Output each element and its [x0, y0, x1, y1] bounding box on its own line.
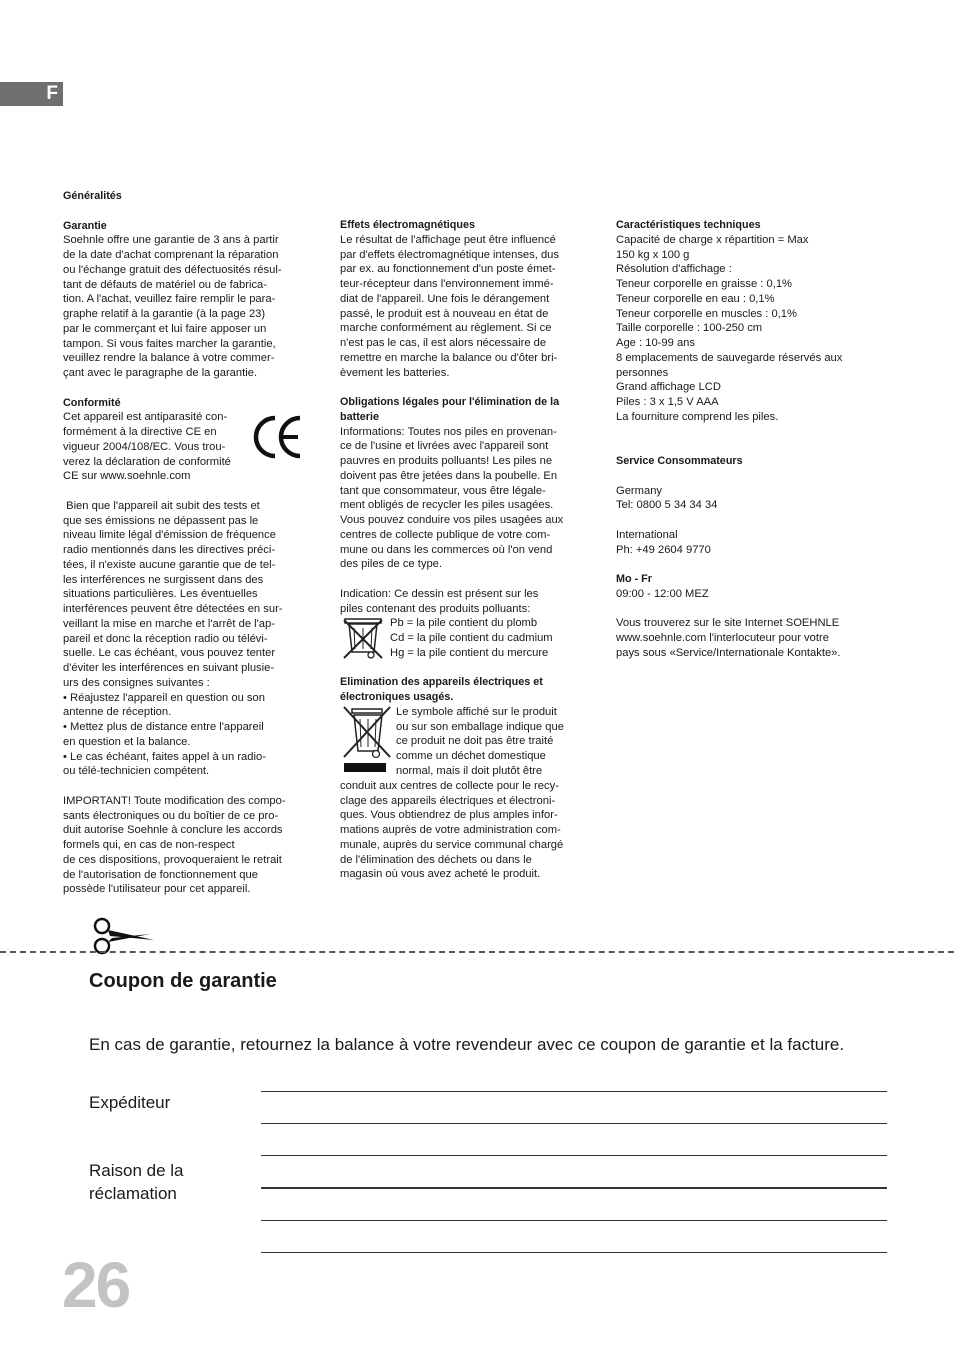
- spec-line: Piles : 3 x 1,5 V AAA: [616, 396, 719, 408]
- text-line: Soehnle offre une garantie de 3 ans à partir: [63, 234, 279, 247]
- heading-conformity: Conformité: [63, 396, 121, 409]
- text-line: antenne de réception.: [63, 706, 172, 719]
- text-line: Informations: Toutes nos piles en provenan-: [340, 425, 557, 438]
- text-line: graphe relatif à la garantie (à la page 23): [63, 308, 266, 320]
- heading-electromagnetic: Effets électromagnétiques: [340, 219, 475, 231]
- heading-customer-service: Service Consommateurs: [616, 455, 743, 467]
- language-tab: [0, 82, 63, 106]
- text-line: tampon. Si vous faites marcher la garantie,: [63, 337, 276, 350]
- sender-line[interactable]: [261, 1123, 887, 1124]
- text-line: par le commerçant et lui faire apposer un: [63, 322, 267, 335]
- text-line: teur-récepteur dans l'environnement immé-: [340, 278, 554, 290]
- text-line: les interférences ne surgissent dans des: [63, 573, 264, 586]
- text-line: Indication: Ce dessin est présent sur les: [340, 587, 539, 600]
- text-line: doivent pas être jetées dans la poubelle. En: [340, 469, 558, 482]
- warranty-text: [63, 233, 313, 381]
- reason-line[interactable]: [261, 1220, 887, 1221]
- conformity-block: [63, 396, 313, 485]
- text-line: tant que consommateur, vous être légale-: [340, 484, 546, 497]
- cut-line: [0, 951, 954, 953]
- text-line: suelle. Le cas échéant, vous pouvez tenter: [63, 647, 276, 660]
- weee-block: [340, 705, 590, 779]
- heading-warranty: Garantie: [63, 219, 107, 232]
- text-line: ou l'échange gratuit des défectuosités résul-: [63, 263, 282, 276]
- text-line: diat de l'appareil. Une fois le dérangement: [340, 292, 550, 305]
- text-line: Bien que l'appareil ait subit des tests et: [63, 499, 260, 512]
- spec-line: Résolution d'affichage :: [616, 263, 732, 276]
- text-line: que ses émissions ne dépassent pas le: [63, 514, 259, 527]
- text-line: munale, auprès du service communal chargé: [340, 838, 564, 851]
- section-heading-general: Généralités: [63, 190, 122, 202]
- text-line: pauvres en produits polluants! Les piles ne: [340, 455, 553, 467]
- bullet-line: • Le cas échéant, faites appel à un radio-: [63, 750, 266, 763]
- reason-label: [89, 1159, 184, 1205]
- reason-label-line: réclamation: [89, 1184, 177, 1203]
- spec-line: 150 kg x 100 g: [616, 248, 690, 261]
- text-line: ques. Vous obtiendrez de plus amples infor-: [340, 809, 558, 822]
- service-phone-international: Ph: +49 2604 9770: [616, 543, 711, 556]
- bullet-line: • Réajustez l'appareil en question ou son: [63, 691, 265, 704]
- coupon-instructions: En cas de garantie, retournez la balance à votre revendeur avec ce coupon de garantie et la facture.: [89, 1035, 845, 1054]
- text-line: passé, le produit est à nouveau en état de: [340, 307, 549, 320]
- weee-side-text: [396, 705, 564, 779]
- service-country-international: International: [616, 528, 678, 541]
- text-line: Cd = la pile contient du cadmium: [390, 632, 553, 644]
- service-phone-germany: Tel: 0800 5 34 34 34: [616, 499, 718, 512]
- text-line: conduit aux centres de collecte pour le recy-: [340, 779, 559, 792]
- text-line: n'est pas le cas, il est alors nécessaire de: [340, 337, 547, 349]
- column-general: [63, 189, 313, 897]
- text-line: situations particulières. Les éventuelles: [63, 588, 258, 601]
- text-line: marche conformément au règlement. Si ce: [340, 322, 552, 335]
- text-line: interférences peuvent être détectées en sur-: [63, 603, 283, 615]
- spec-line: Teneur corporelle en eau : 0,1%: [616, 292, 775, 305]
- text-line: niveau limite légal d'émission de fréquence: [63, 529, 276, 542]
- heading-weee-cont: électroniques usagés.: [340, 691, 454, 703]
- text-line: comme un déchet domestique: [396, 750, 546, 762]
- coupon-title: Coupon de garantie: [89, 970, 277, 992]
- text-line: Vous pouvez conduire vos piles usagées aux: [340, 514, 564, 526]
- text-line: formément à la directive CE en: [63, 426, 217, 438]
- heading-battery-obligations-cont: batterie: [340, 410, 380, 423]
- spec-line: Age : 10-99 ans: [616, 337, 695, 349]
- text-line: ou sur son emballage indique que: [396, 720, 564, 733]
- text-line: Le symbole affiché sur le produit: [396, 705, 557, 718]
- page-number: 26: [62, 1249, 130, 1321]
- important-text: [63, 794, 313, 897]
- text-line: www.soehnle.com l'interlocuteur pour votre: [616, 632, 829, 644]
- battery-symbol-legend: [390, 616, 553, 660]
- text-line: en question et la balance.: [63, 735, 191, 748]
- text-line: possède l'utilisateur pour cet appareil.: [63, 883, 251, 896]
- text-line: veillant la mise en marche et l'arrêt de l'ap-: [63, 617, 275, 630]
- text-line: vigueur 2004/108/EC. Vous trou-: [63, 440, 226, 453]
- text-line: ce de l'usine et livrées avec l'appareil sont: [340, 440, 549, 453]
- text-line: Vous trouverez sur le site Internet SOEHNLE: [616, 617, 840, 630]
- reason-label-line: Raison de la: [89, 1161, 184, 1180]
- website-text: [616, 616, 876, 660]
- text-line: çant avec le paragraphe de la garantie.: [63, 367, 258, 379]
- text-line: normal, mais il doit plutôt être: [396, 764, 543, 777]
- text-line: CE sur www.soehnle.com: [63, 470, 191, 483]
- text-line: formels qui, en cas de non-respect: [63, 839, 235, 851]
- text-line: Hg = la pile contient du mercure: [390, 646, 549, 659]
- spec-line: personnes: [616, 366, 669, 379]
- text-line: clage des appareils électriques et électroni-: [340, 794, 556, 807]
- ce-mark-icon: [251, 414, 303, 460]
- text-line: pareil et donc la réception radio ou télévi-: [63, 632, 268, 645]
- weee-text: [340, 779, 590, 882]
- text-line: veuillez rendre la balance à votre commer-: [63, 352, 275, 365]
- battery-obligations-text: [340, 425, 590, 573]
- scissors-icon: [90, 916, 156, 956]
- text-line: tées, il n'existe aucune garantie que de tel-: [63, 558, 276, 571]
- spec-line: Taille corporelle : 100-250 cm: [616, 322, 763, 335]
- spec-line: Grand affichage LCD: [616, 381, 721, 394]
- text-line: de ces dispositions, provoqueraient le retrait: [63, 853, 282, 866]
- text-line: tant de défauts de matériel ou de fabrica-: [63, 278, 267, 291]
- text-line: mune ou dans les commerces où l'on vend: [340, 543, 553, 556]
- service-country-germany: Germany: [616, 484, 663, 497]
- text-line: sants électroniques ou du boîtier de ce pro-: [63, 809, 279, 822]
- text-line: magasin où vous avez acheté le produit.: [340, 868, 541, 881]
- text-line: verez la déclaration de conformité: [63, 455, 231, 468]
- sender-line[interactable]: [261, 1091, 887, 1092]
- spec-line: 8 emplacements de sauvegarde réservés aux: [616, 351, 843, 364]
- text-line: de l'élimination des déchets ou dans le: [340, 853, 532, 866]
- service-hours: 09:00 - 12:00 MEZ: [616, 587, 709, 600]
- heading-weee: Elimination des appareils électriques et: [340, 676, 543, 689]
- text-line: IMPORTANT! Toute modification des compo-: [63, 794, 286, 807]
- text-line: tion. A l'achat, veuillez faire remplir le para-: [63, 293, 276, 306]
- heading-battery-obligations: Obligations légales pour l'élimination de la: [340, 396, 560, 408]
- text-line: ce produit ne doit pas être traité: [396, 735, 554, 748]
- text-line: piles contenant des produits polluants:: [340, 602, 531, 615]
- crossed-bin-battery-icon: [340, 616, 386, 660]
- text-line: d'éviter les interférences en suivant plusie-: [63, 662, 275, 674]
- spec-line: Capacité de charge x répartition = Max: [616, 233, 809, 246]
- text-line: ou télé-technicien compétent.: [63, 765, 210, 778]
- text-line: èvement les batteries.: [340, 366, 450, 379]
- reason-line[interactable]: [261, 1187, 887, 1189]
- reason-line[interactable]: [261, 1252, 887, 1253]
- text-line: Pb = la pile contient du plomb: [390, 617, 538, 630]
- text-line: Le résultat de l'affichage peut être influencé: [340, 233, 556, 246]
- electromagnetic-text: [340, 233, 590, 381]
- language-tab-label: F: [46, 83, 58, 104]
- heading-technical-specs: Caractéristiques techniques: [616, 219, 761, 231]
- text-line: de l'autorisation de fonctionnement que: [63, 868, 258, 881]
- column-disposal: [340, 218, 590, 882]
- spec-line: La fourniture comprend les piles.: [616, 410, 779, 423]
- battery-symbols-block: [340, 616, 590, 660]
- spec-line: Teneur corporelle en muscles : 0,1%: [616, 307, 797, 320]
- text-line: centres de collecte publique de votre com-: [340, 528, 551, 541]
- technical-specs-list: [616, 233, 876, 425]
- spec-line: Teneur corporelle en graisse : 0,1%: [616, 278, 792, 290]
- text-line: Cet appareil est antiparasité con-: [63, 411, 228, 424]
- text-line: des piles de ce type.: [340, 558, 442, 571]
- weee-crossed-bin-icon: [340, 705, 394, 779]
- heading-service-hours: Mo - Fr: [616, 573, 652, 585]
- text-line: duit autorise Soehnle à conclure les accords: [63, 824, 283, 837]
- text-line: de la date d'achat comprenant la réparation: [63, 249, 279, 261]
- sender-label: Expéditeur: [89, 1093, 171, 1112]
- text-line: mations auprès de votre administration com-: [340, 824, 561, 836]
- text-line: pays sous «Service/Internationale Kontakte».: [616, 646, 841, 659]
- interference-text: [63, 499, 313, 779]
- text-line: par d'effets électromagnétique intenses, dus: [340, 248, 559, 261]
- reason-line[interactable]: [261, 1155, 887, 1156]
- text-line: remettre en marche la balance ou d'ôter bri-: [340, 351, 558, 364]
- column-specs-service: [616, 218, 876, 661]
- text-line: urs des consignes suivantes :: [63, 676, 210, 689]
- text-line: ment obligés de recycler les piles usagées.: [340, 499, 554, 512]
- bullet-line: • Mettez plus de distance entre l'appareil: [63, 721, 264, 733]
- text-line: par ex. au fonctionnement d'un poste émet-: [340, 263, 556, 276]
- text-line: radio mentionnés dans les directives préci-: [63, 544, 276, 556]
